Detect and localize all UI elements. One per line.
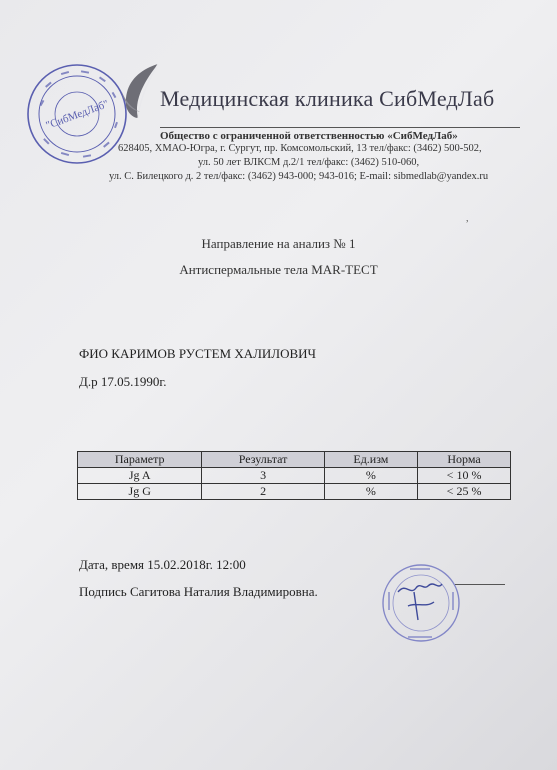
doctor-stamp	[380, 562, 462, 644]
signature-underline	[455, 584, 505, 585]
address-line-3: ул. С. Билецкого д. 2 тел/факс: (3462) 943-000; 943-016; E-mail: sibmedlab@yandex.ru	[109, 171, 489, 182]
table-cell: 2	[202, 484, 324, 500]
table-header-row	[78, 452, 511, 468]
results-table	[77, 451, 511, 500]
paper-mark: ,	[466, 213, 469, 224]
table-cell: < 25 %	[418, 484, 511, 500]
organization-name: Общество с ограниченной ответственностью «СибМедЛаб»	[160, 130, 458, 142]
table-row	[78, 484, 511, 500]
header-divider	[160, 127, 520, 128]
date-time: Дата, время 15.02.2018г. 12:00	[79, 557, 246, 572]
table-row	[78, 468, 511, 484]
table-cell: 3	[202, 468, 324, 484]
seal-center-text: "СибМедЛаб"	[44, 98, 111, 132]
table-header-cell: Результат	[202, 452, 324, 468]
table-header-cell: Ед.изм	[324, 452, 417, 468]
document-title: Направление на анализ № 1	[201, 236, 356, 251]
table-cell: %	[324, 484, 417, 500]
table-cell: %	[324, 468, 417, 484]
patient-name: ФИО КАРИМОВ РУСТЕМ ХАЛИЛОВИЧ	[79, 346, 317, 361]
handwritten-signature-icon	[398, 584, 442, 620]
table-cell: Jg A	[78, 468, 202, 484]
birth-date: Д.р 17.05.1990г.	[79, 374, 167, 389]
table-header-cell: Параметр	[78, 452, 202, 468]
address-line-1: 628405, ХМАО-Югра, г. Сургут, пр. Комсомольский, 13 тел/факс: (3462) 500-502,	[118, 143, 482, 154]
table-cell: Jg G	[78, 484, 202, 500]
table-header-cell: Норма	[418, 452, 511, 468]
company-seal	[25, 62, 129, 166]
document-subtitle: Антиспермальные тела MAR-ТЕСТ	[179, 262, 378, 277]
table-cell: < 10 %	[418, 468, 511, 484]
clinic-leaf-logo-icon	[118, 62, 162, 120]
clinic-name: Медицинская клиника СибМедЛаб	[160, 86, 495, 111]
address-line-2: ул. 50 лет ВЛКСМ д.2/1 тел/факс: (3462) 510-060,	[198, 157, 420, 168]
signature-line: Подпись Сагитова Наталия Владимировна.	[79, 584, 318, 599]
